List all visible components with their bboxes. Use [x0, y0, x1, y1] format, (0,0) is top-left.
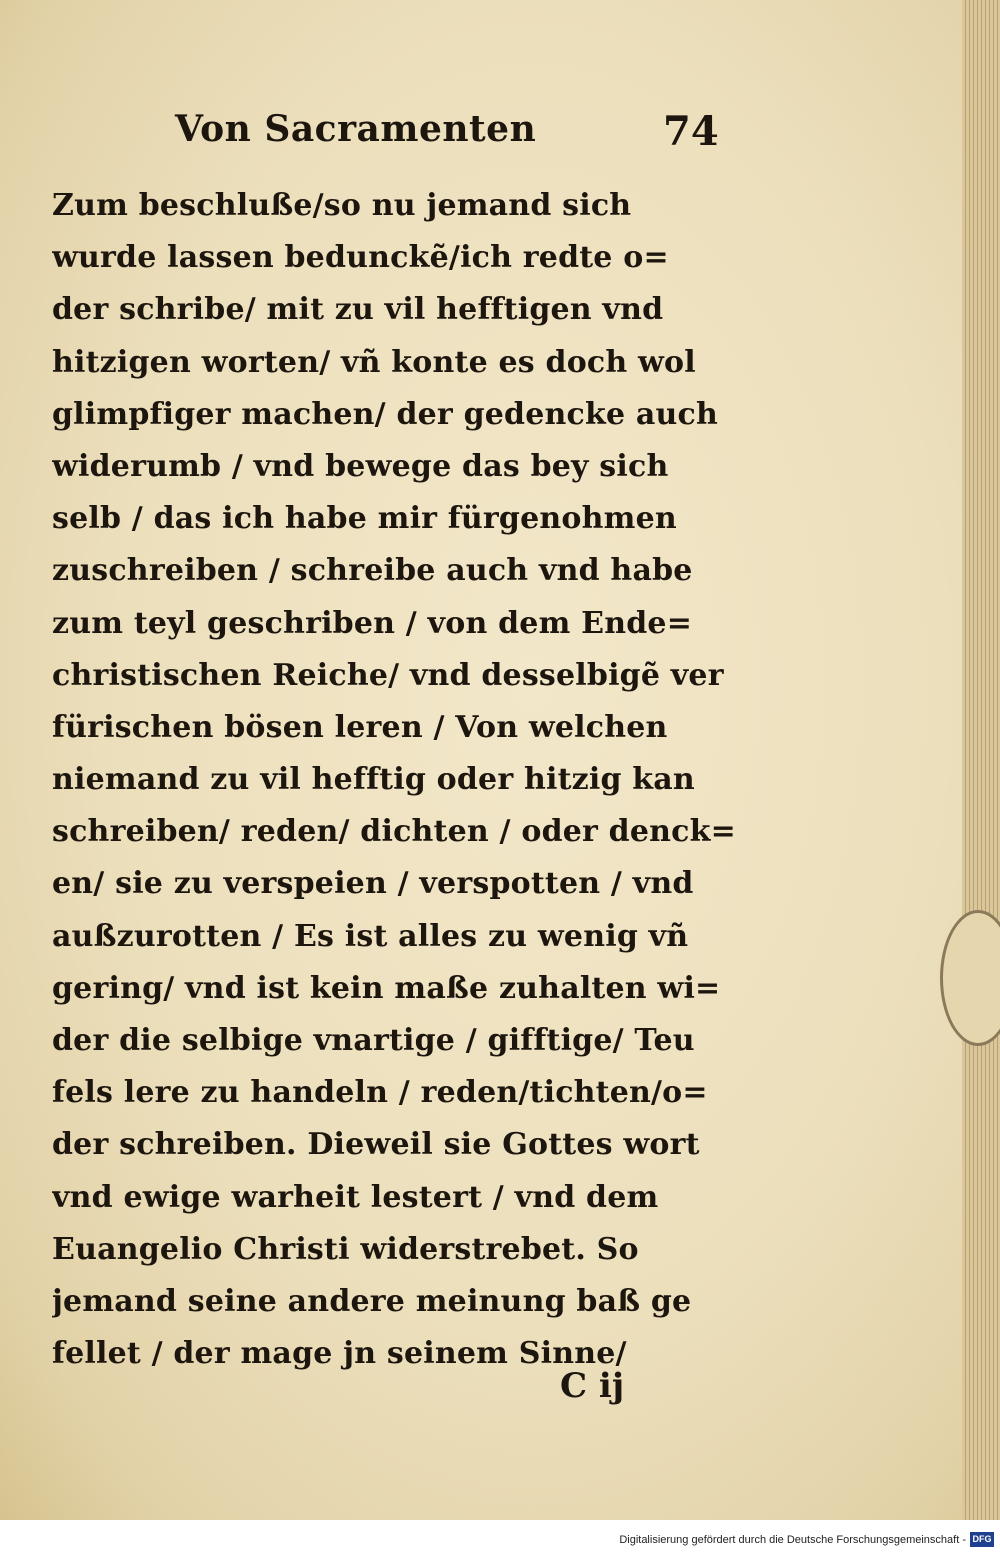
text-line: vnd ewige warheit lestert / vnd dem — [52, 1179, 659, 1215]
text-line: wurde lassen bedunckẽ/ich redte o= — [52, 240, 669, 276]
text-line: gering/ vnd ist kein maße zuhalten wi= — [52, 970, 721, 1006]
text-line: niemand zu vil hefftig oder hitzig kan — [52, 762, 695, 798]
text-line: glimpfiger machen/ der gedencke auch — [52, 396, 719, 432]
text-line: zum teyl geschriben / von dem Ende= — [52, 605, 693, 641]
signature-mark: C ij — [560, 1366, 625, 1406]
text-line: schreiben/ reden/ dichten / oder denck= — [52, 814, 736, 850]
running-head: Von Sacramenten — [175, 108, 537, 150]
text-line: fürischen bösen leren / Von welchen — [52, 709, 668, 745]
text-line: hitzigen worten/ vñ konte es doch wol — [52, 344, 696, 380]
text-line: der schreiben. Dieweil sie Gottes wort — [52, 1127, 700, 1163]
text-line: fels lere zu handeln / reden/tichten/o= — [52, 1075, 708, 1111]
page-header — [175, 108, 735, 168]
text-line: en/ sie zu verspeien / verspotten / vnd — [52, 866, 694, 902]
text-line: jemand seine andere meinung baß ge — [52, 1283, 692, 1319]
text-line: christischen Reiche/ vnd desselbigẽ ver — [52, 657, 724, 693]
text-line: der die selbige vnartige / gifftige/ Teu — [52, 1023, 695, 1058]
text-line: selb / das ich habe mir fürgenohmen — [52, 501, 677, 537]
text-line: der schribe/ mit zu vil hefftigen vnd — [52, 292, 664, 328]
text-line: außzurotten / Es ist alles zu wenig vñ — [52, 918, 689, 954]
page-number: 74 — [663, 108, 719, 155]
text-line: Euangelio Christi widerstrebet. So — [52, 1231, 639, 1267]
page-body — [52, 180, 742, 1380]
page-edge-stack — [962, 0, 1000, 1520]
text-line: fellet / der mage jn seinem Sinne/ — [52, 1336, 627, 1372]
text-line: Zum beschluße/so nu jemand sich — [52, 188, 632, 223]
dfg-logo: DFG — [970, 1532, 994, 1547]
text-line: zuschreiben / schreibe auch vnd habe — [52, 553, 693, 589]
text-line: widerumb / vnd bewege das bey sich — [52, 448, 669, 484]
digitization-credit: Digitalisierung gefördert durch die Deutsche Forschungsgemeinschaft - — [619, 1534, 966, 1546]
